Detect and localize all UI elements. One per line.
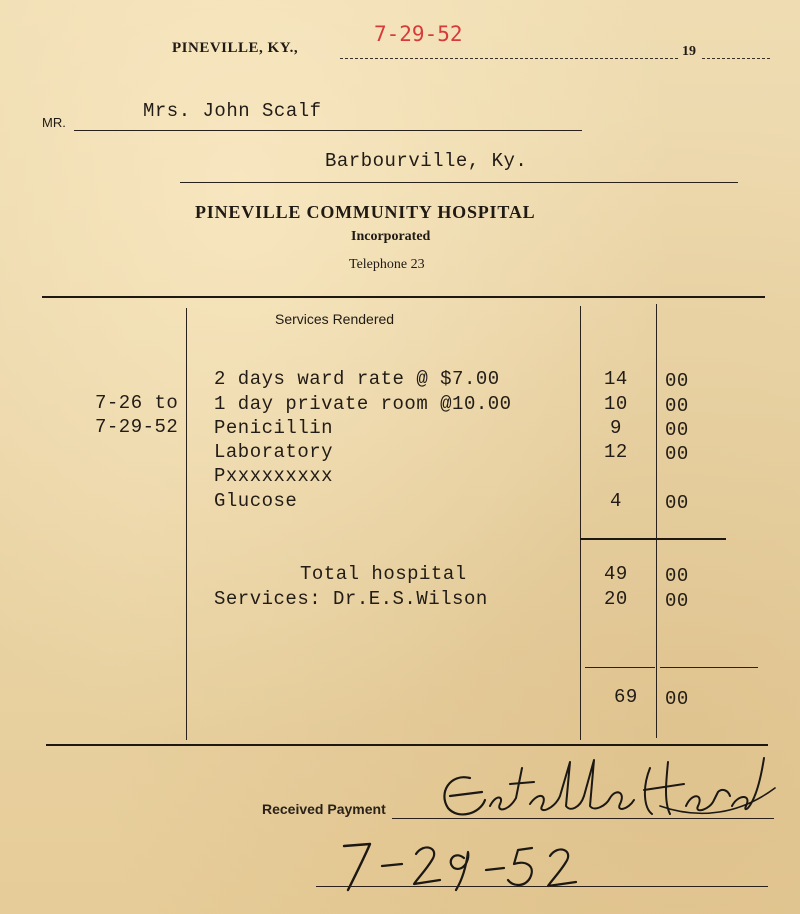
item-description-struck: Pxxxxxxxxx [214, 465, 334, 487]
item-description: 2 days ward rate @ $7.00 [214, 368, 500, 390]
dollars-column-divider [580, 306, 581, 740]
name-line [74, 130, 582, 131]
hospital-name: PINEVILLE COMMUNITY HOSPITAL [195, 202, 536, 222]
doctor-services-cents: 00 [665, 590, 689, 612]
grand-total-cents: 00 [665, 688, 689, 710]
cents-column-divider [656, 304, 657, 738]
patient-name: Mrs. John Scalf [143, 100, 322, 122]
item-cents: 00 [665, 419, 689, 441]
grand-total-rule-cents [660, 667, 758, 668]
total-hospital-cents: 00 [665, 565, 689, 587]
year-prefix: 19 [682, 44, 696, 59]
city-label: PINEVILLE, KY., [172, 40, 299, 56]
total-hospital-dollars: 49 [604, 563, 628, 585]
grand-total-rule-dollars [585, 667, 655, 668]
total-hospital-label: Total hospital [300, 563, 467, 585]
item-dollars: 4 [610, 490, 622, 512]
doctor-services-label: Services: Dr.E.S.Wilson [214, 588, 488, 610]
date-stamp: 7-29-52 [374, 22, 463, 46]
item-dollars: 14 [604, 368, 628, 390]
item-description: Laboratory [214, 441, 334, 463]
item-cents: 00 [665, 443, 689, 465]
item-dollars: 10 [604, 393, 628, 415]
item-description: Glucose [214, 490, 298, 512]
doctor-services-dollars: 20 [604, 588, 628, 610]
patient-address: Barbourville, Ky. [325, 150, 528, 172]
grand-total-dollars: 69 [614, 686, 638, 708]
table-top-rule [42, 296, 765, 298]
table-bottom-rule [46, 744, 768, 746]
item-dollars: 12 [604, 441, 628, 463]
services-header: Services Rendered [275, 311, 395, 327]
item-description: 1 day private room @10.00 [214, 393, 512, 415]
signature-mark [430, 748, 780, 828]
hospital-telephone: Telephone 23 [349, 257, 425, 272]
item-cents: 00 [665, 492, 689, 514]
item-cents: 00 [665, 370, 689, 392]
year-line [702, 58, 770, 59]
item-cents: 00 [665, 395, 689, 417]
item-dollars: 9 [610, 417, 622, 439]
date-from: 7-26 to [95, 392, 179, 414]
date-to: 7-29-52 [95, 416, 179, 438]
payment-date-line [316, 886, 768, 887]
date-line [340, 58, 678, 59]
date-column-divider [186, 308, 187, 740]
hospital-status: Incorporated [351, 229, 431, 244]
address-line [180, 182, 738, 183]
item-description: Penicillin [214, 417, 334, 439]
salutation: MR. [42, 115, 66, 130]
received-payment-label: Received Payment [262, 801, 386, 817]
subtotal-rule [580, 538, 726, 540]
